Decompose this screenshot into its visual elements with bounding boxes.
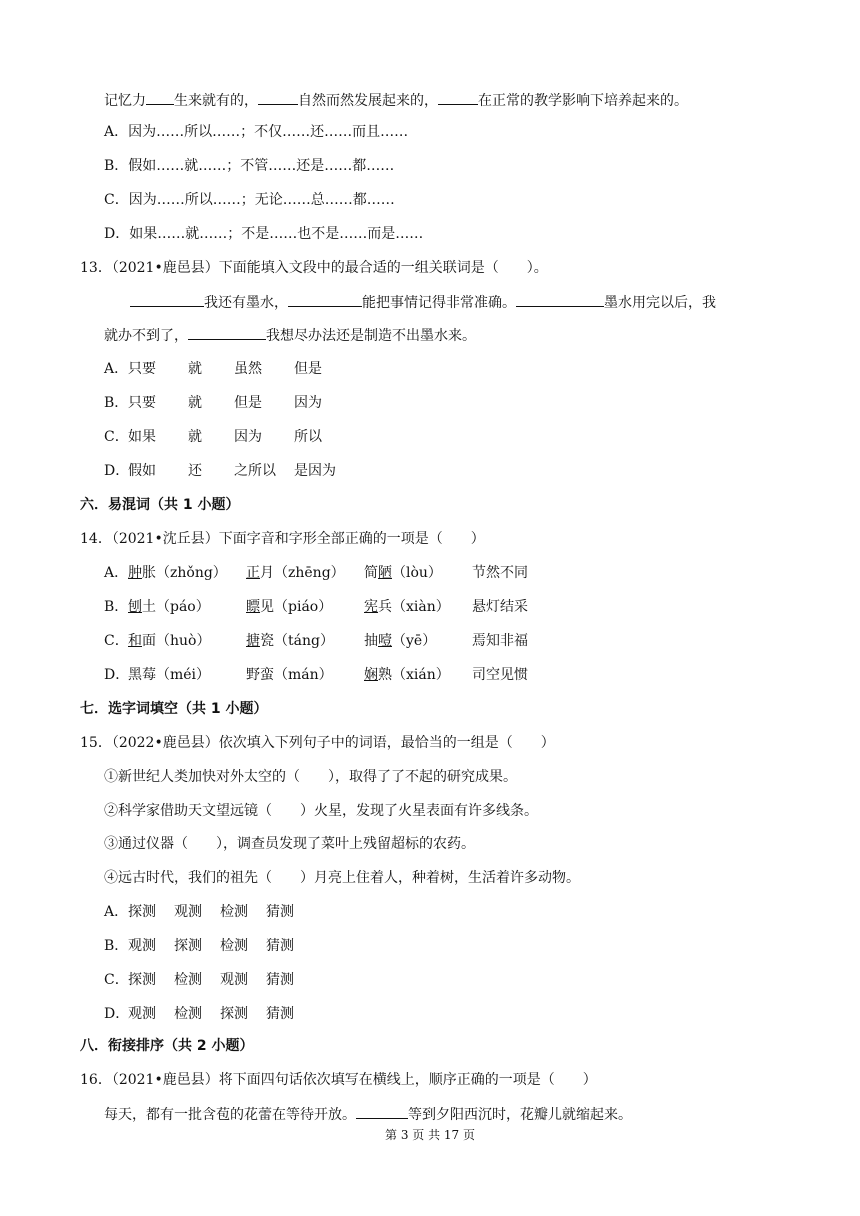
option-word: 如果 xyxy=(128,429,156,445)
underlined-char: 瞟 xyxy=(246,599,260,615)
q15-sentence-2: ②科学家借助天文望远镜（ ）火星，发现了火星表面有许多线条。 xyxy=(104,803,538,819)
q12-text xyxy=(104,90,688,111)
term-text: 面（huò） xyxy=(142,633,211,649)
answer-blank xyxy=(258,90,298,105)
underlined-char: 和 xyxy=(128,633,142,649)
q14-option-c xyxy=(104,631,528,651)
q15-option-b xyxy=(104,936,312,956)
option-word: 探测 xyxy=(174,938,202,954)
q13-passage-line2 xyxy=(104,325,476,346)
option-term-2 xyxy=(246,597,364,617)
term-text: 见（piáo） xyxy=(260,599,333,615)
q16-text-part: 每天，都有一批含苞的花蕾在等待开放。 xyxy=(104,1107,356,1123)
q12-option-b: B．假如……就……；不管……还是……都…… xyxy=(104,158,395,174)
option-letter: D． xyxy=(104,463,130,479)
option-term-4: 节然不同 xyxy=(472,565,528,581)
underlined-char: 陋 xyxy=(378,565,392,581)
option-word: 探测 xyxy=(220,1006,248,1022)
option-word: 猜测 xyxy=(266,938,294,954)
q13-option-d xyxy=(104,461,354,481)
underlined-char: 娴 xyxy=(364,667,378,683)
option-word: 检测 xyxy=(220,904,248,920)
q15-option-c xyxy=(104,970,312,990)
term-text: （lòu） xyxy=(392,565,442,581)
underlined-char: 正 xyxy=(246,565,260,581)
option-word: 猜测 xyxy=(266,904,294,920)
option-word: 之所以 xyxy=(234,463,276,479)
q12-option-c: C．因为……所以……；无论……总……都…… xyxy=(104,192,395,208)
option-word: 因为 xyxy=(234,429,262,445)
option-word: 观测 xyxy=(128,1006,156,1022)
option-term-1 xyxy=(128,563,246,583)
option-word: 探测 xyxy=(128,972,156,988)
q12-option-d: D．如果……就……；不是……也不是……而是…… xyxy=(104,226,424,242)
answer-blank xyxy=(516,292,604,307)
q13-option-b xyxy=(104,393,354,413)
option-word: 观测 xyxy=(174,904,202,920)
q14-stem: 14．（2021•沈丘县）下面字音和字形全部正确的一项是（ ） xyxy=(80,531,485,547)
option-word: 检测 xyxy=(174,1006,202,1022)
option-word: 观测 xyxy=(128,938,156,954)
option-letter: D． xyxy=(104,1006,130,1022)
term-text: （yē） xyxy=(392,633,437,649)
term-text: 抽 xyxy=(364,633,378,649)
term-text: 兵（xiàn） xyxy=(378,599,450,615)
q13-option-a xyxy=(104,359,354,379)
option-term-2 xyxy=(246,665,364,685)
option-word: 还 xyxy=(188,463,202,479)
option-word: 假如 xyxy=(128,463,156,479)
answer-blank xyxy=(130,292,204,307)
underlined-char: 噎 xyxy=(378,633,392,649)
option-word: 猜测 xyxy=(266,972,294,988)
term-text: 简 xyxy=(364,565,378,581)
underlined-char: 搪 xyxy=(246,633,260,649)
option-word: 观测 xyxy=(220,972,248,988)
term-text: 瓷（táng） xyxy=(260,633,334,649)
option-term-1 xyxy=(128,597,246,617)
q15-option-d xyxy=(104,1004,312,1024)
option-letter: C． xyxy=(104,972,129,988)
option-word: 虽然 xyxy=(234,361,262,377)
underlined-char: 肿 xyxy=(128,565,142,581)
option-letter: B． xyxy=(104,599,129,615)
answer-blank xyxy=(438,90,478,105)
option-word: 检测 xyxy=(220,938,248,954)
q12-text-part: 生来就有的， xyxy=(174,93,258,109)
answer-blank xyxy=(356,1104,408,1119)
q15-sentence-4: ④远古时代，我们的祖先（ ）月亮上住着人，种着树，生活着许多动物。 xyxy=(104,870,580,886)
q13-stem: 13．（2021•鹿邑县）下面能填入文段中的最合适的一组关联词是（ ）。 xyxy=(80,260,548,276)
option-term-2 xyxy=(246,631,364,651)
section-heading-7: 七．选字词填空（共 1 小题） xyxy=(80,701,268,717)
option-term-3 xyxy=(364,597,472,617)
option-word: 检测 xyxy=(174,972,202,988)
q13-passage-line1 xyxy=(130,292,716,313)
q13-text-part: 我想尽办法还是制造不出墨水来。 xyxy=(266,328,476,344)
answer-blank xyxy=(188,325,266,340)
q12-text-part: 自然而然发展起来的， xyxy=(298,93,438,109)
section-heading-8: 八．衔接排序（共 2 小题） xyxy=(80,1038,254,1054)
option-letter: A． xyxy=(104,361,129,377)
term-text: 月（zhēng） xyxy=(260,565,345,581)
q13-text-part: 能把事情记得非常准确。 xyxy=(362,295,516,311)
answer-blank xyxy=(288,292,362,307)
option-term-3 xyxy=(364,631,472,651)
option-word: 就 xyxy=(188,395,202,411)
option-word: 探测 xyxy=(128,904,156,920)
q15-option-a xyxy=(104,902,312,922)
option-letter: D． xyxy=(104,667,130,683)
q13-text-part: 就办不到了， xyxy=(104,328,188,344)
term-text: 野蛮（mán） xyxy=(246,667,333,683)
option-word: 所以 xyxy=(294,429,322,445)
option-term-4: 悬灯结采 xyxy=(472,599,528,615)
q15-stem: 15．（2022•鹿邑县）依次填入下列句子中的词语，最恰当的一组是（ ） xyxy=(80,735,555,751)
option-term-2 xyxy=(246,563,364,583)
option-term-4: 司空见惯 xyxy=(472,667,528,683)
option-letter: B． xyxy=(104,938,129,954)
q16-passage-line xyxy=(104,1104,632,1125)
option-word: 是因为 xyxy=(294,463,336,479)
underlined-char: 宪 xyxy=(364,599,378,615)
q15-sentence-3: ③通过仪器（ ），调查员发现了菜叶上残留超标的农药。 xyxy=(104,836,475,852)
q12-option-a: A．因为……所以……；不仅……还……而且…… xyxy=(104,124,409,140)
option-letter: C． xyxy=(104,429,129,445)
answer-blank xyxy=(146,90,174,105)
page-footer: 第 3 页 共 17 页 xyxy=(385,1128,475,1142)
option-letter: B． xyxy=(104,395,129,411)
option-term-3 xyxy=(364,665,472,685)
q12-text-part: 记忆力 xyxy=(104,93,146,109)
option-term-1 xyxy=(128,631,246,651)
q14-option-a xyxy=(104,563,528,583)
option-word: 就 xyxy=(188,429,202,445)
section-heading-6: 六．易混词（共 1 小题） xyxy=(80,497,240,513)
q14-option-d xyxy=(104,665,528,685)
option-letter: A． xyxy=(104,904,129,920)
option-term-4: 焉知非福 xyxy=(472,633,528,649)
option-letter: A． xyxy=(104,565,129,581)
option-word: 但是 xyxy=(294,361,322,377)
q14-option-b xyxy=(104,597,528,617)
option-word: 因为 xyxy=(294,395,322,411)
option-word: 猜测 xyxy=(266,1006,294,1022)
q13-option-c xyxy=(104,427,354,447)
option-term-3 xyxy=(364,563,472,583)
option-word: 只要 xyxy=(128,395,156,411)
option-word: 只要 xyxy=(128,361,156,377)
term-text: 熟（xián） xyxy=(378,667,450,683)
q15-sentence-1: ①新世纪人类加快对外太空的（ ），取得了了不起的研究成果。 xyxy=(104,769,517,785)
option-term-1 xyxy=(128,665,246,685)
q16-stem: 16．（2021•鹿邑县）将下面四句话依次填写在横线上，顺序正确的一项是（ ） xyxy=(80,1072,597,1088)
option-word: 就 xyxy=(188,361,202,377)
term-text: 胀（zhǒng） xyxy=(142,565,227,581)
option-word: 但是 xyxy=(234,395,262,411)
q13-text-part: 我还有墨水， xyxy=(204,295,288,311)
underlined-char: 刨 xyxy=(128,599,142,615)
q12-text-part: 在正常的教学影响下培养起来的。 xyxy=(478,93,688,109)
term-text: 黑莓（méi） xyxy=(128,667,211,683)
q13-text-part: 墨水用完以后，我 xyxy=(604,295,716,311)
term-text: 土（páo） xyxy=(142,599,210,615)
option-letter: C． xyxy=(104,633,129,649)
q16-text-part: 等到夕阳西沉时，花瓣儿就缩起来。 xyxy=(408,1107,632,1123)
